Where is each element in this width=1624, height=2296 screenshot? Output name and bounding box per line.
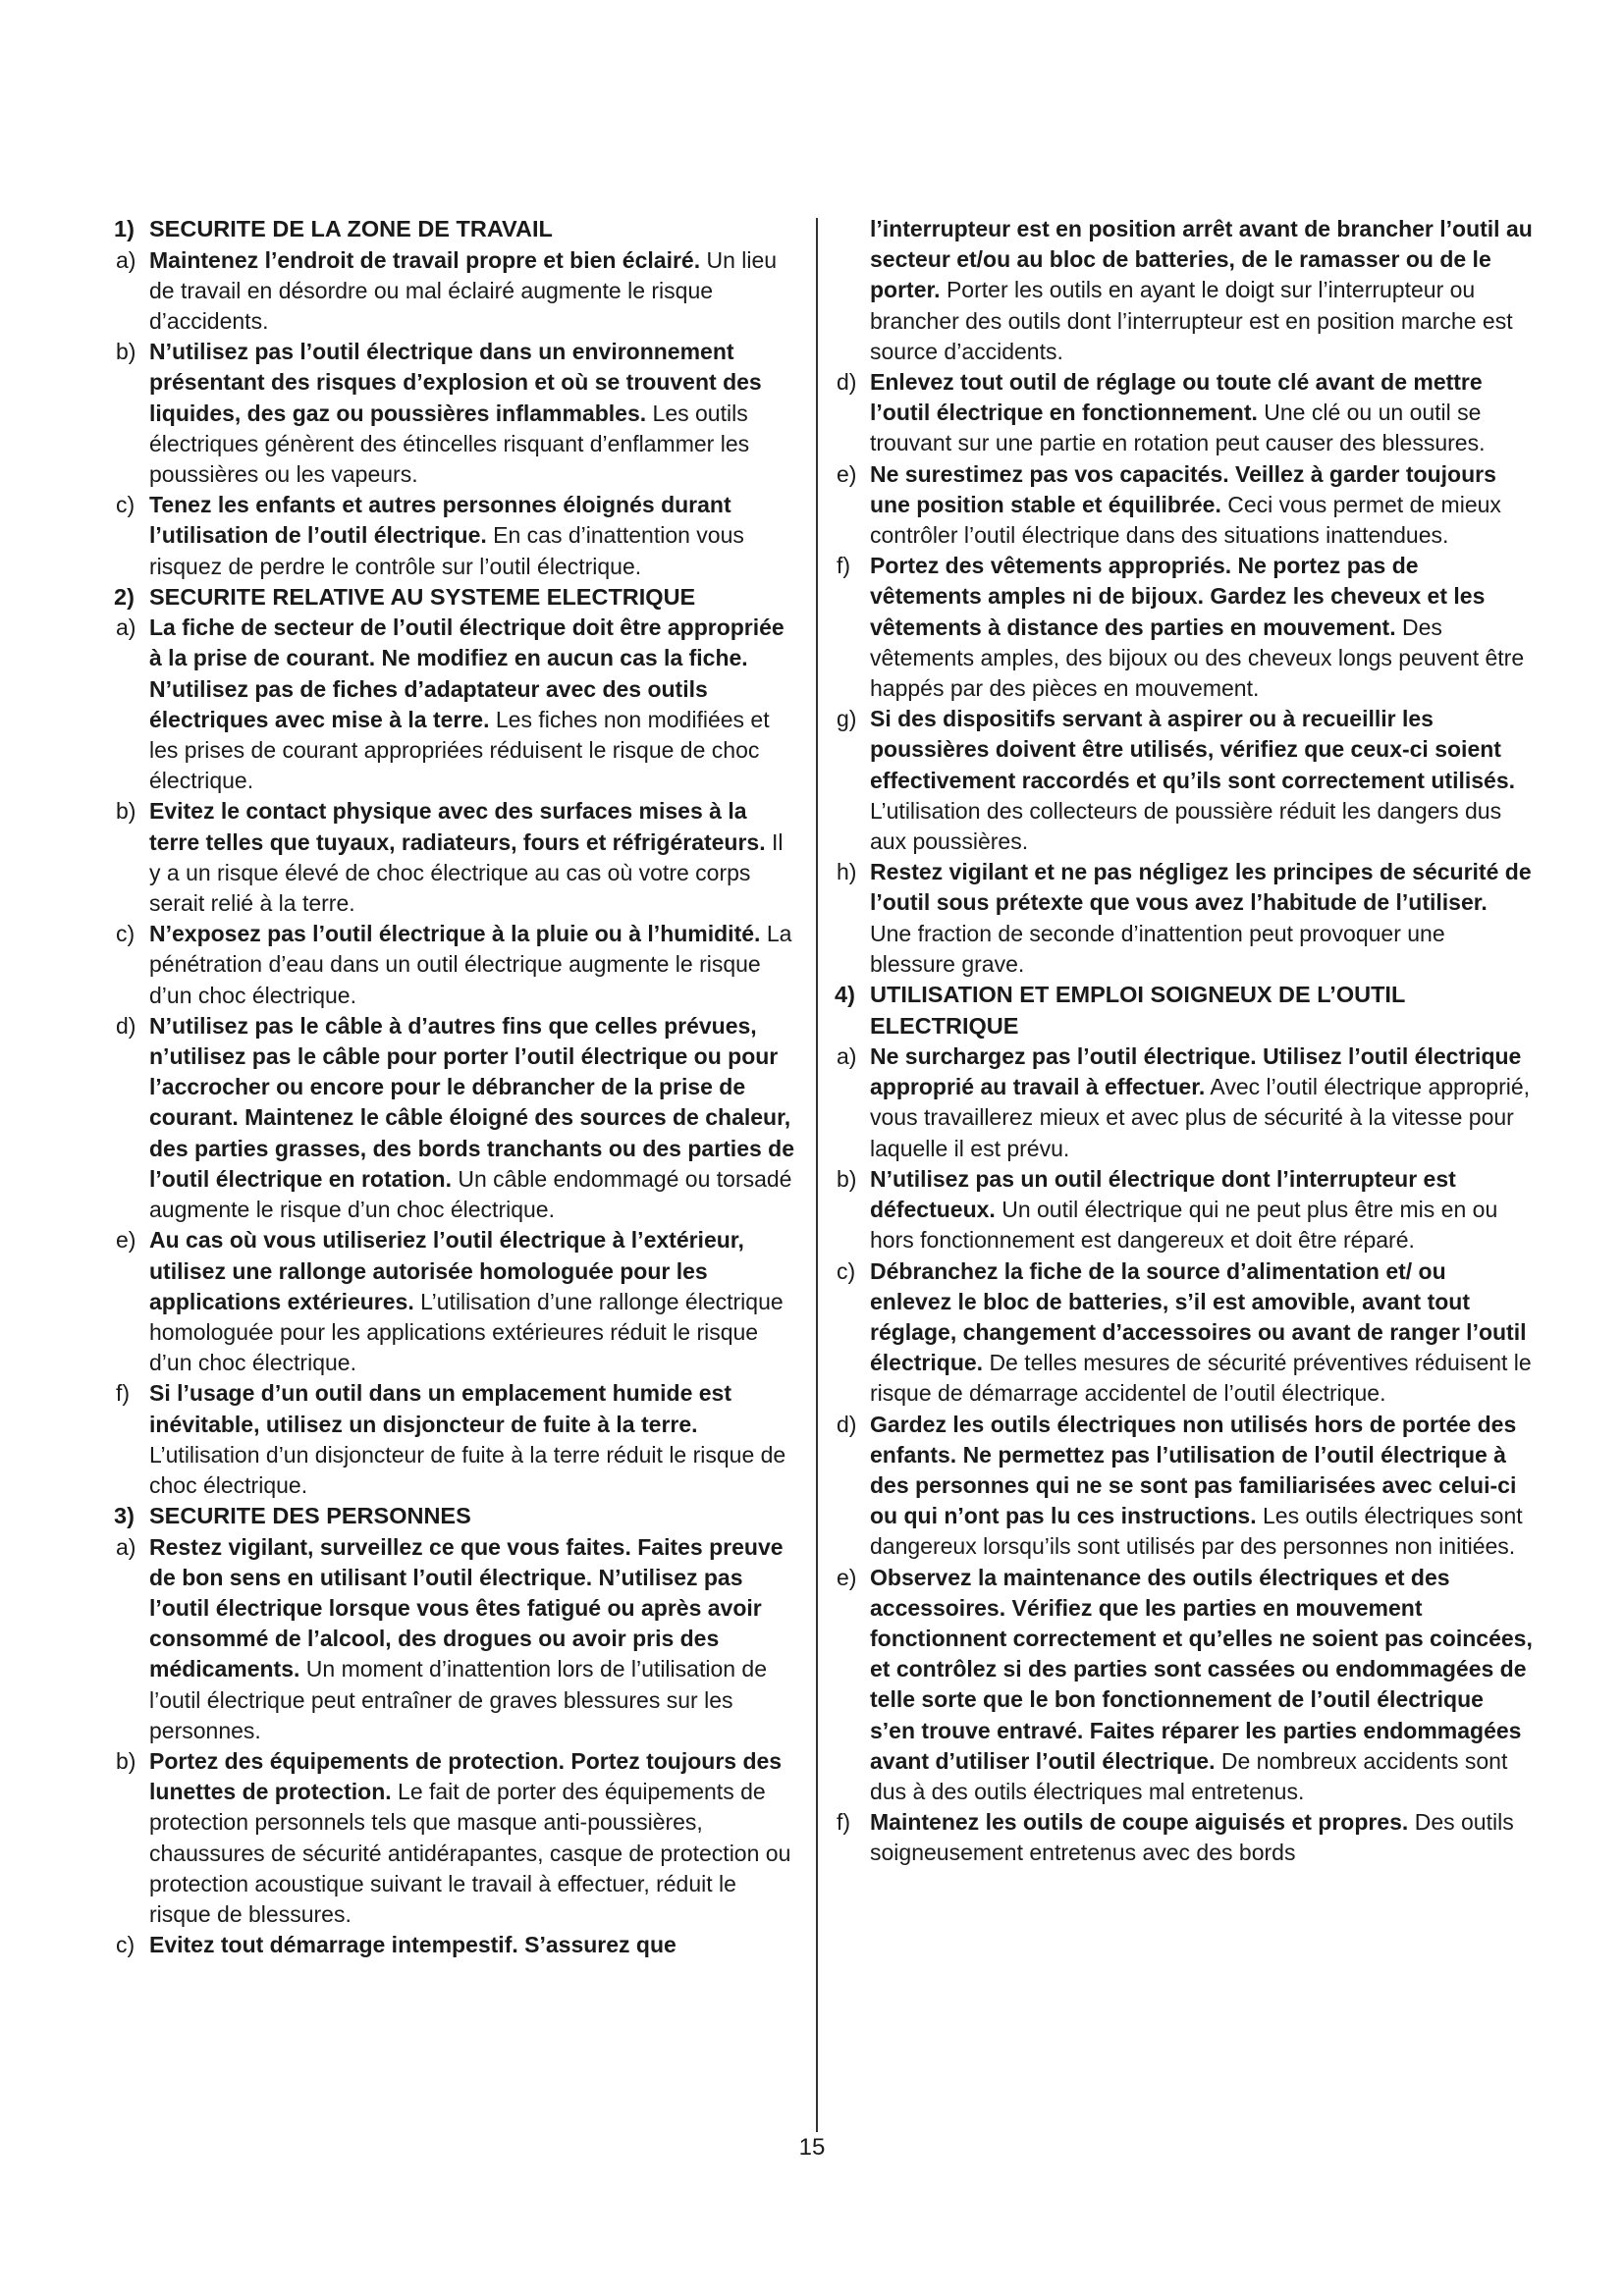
list-item: a) Ne surchargez pas l’outil électrique. Utilisez l’outil électrique approprié au travail à effectuer. Avec l’outil électrique approprié, vous travaillerez mieux et avec plus de sécurité à la vitesse pour laquelle il est prévu.: [837, 1043, 1531, 1161]
section-heading: 4) UTILISATION ET EMPLOI SOIGNEUX DE L’OUTIL ELECTRIQUE: [835, 982, 1405, 1039]
list-item: a) Restez vigilant, surveillez ce que vous faites. Faites preuve de bon sens en utilisant l’outil électrique. N’utilisez pas l’outil électrique lorsque vous êtes fatigué ou après avoir consommé de l’alcool, des drogues ou avoir pris des médicaments. Un moment d’inattention lors de l’utilisation de l’outil électrique peut entraîner de graves blessures sur les personnes.: [116, 1533, 784, 1743]
section-heading: 2) SECURITE RELATIVE AU SYSTEME ELECTRIQUE: [114, 583, 696, 610]
list-item: c) N’exposez pas l’outil électrique à la pluie ou à l’humidité. La pénétration d’eau dans un outil électrique augmente le risque d’un choc électrique.: [116, 921, 792, 1008]
list-item: e) Au cas où vous utiliseriez l’outil électrique à l’extérieur, utilisez une rallonge autorisée homologuée pour les applications extérieures. L’utilisation d’une rallonge électrique homologuée pour les applications extérieures réduit le risque d’un choc électrique.: [116, 1227, 784, 1376]
continued-paragraph: l’interrupteur est en position arrêt avant de brancher l’outil au secteur et/ou au bloc de batteries, de le ramasser ou de le porter. Porter les outils en ayant le doigt sur l’interrupteur ou brancher des outils dont l’interrupteur est en position marche est source d’accidents.: [870, 216, 1533, 364]
section-heading: 1) SECURITE DE LA ZONE DE TRAVAIL: [114, 216, 553, 241]
list-item: b) Portez des équipements de protection. Portez toujours des lunettes de protection. Le fait de porter des équipements de protection personnels tels que masque anti-poussières, chaussures de sécurité antidérapantes, casque de protection ou protection acoustique suivant le travail à effectuer, réduit le risque de blessures.: [116, 1748, 791, 1928]
list-item: c) Tenez les enfants et autres personnes éloignés durant l’utilisation de l’outil électrique. En cas d’inattention vous risquez de perdre le contrôle sur l’outil électrique.: [116, 492, 744, 579]
list-item: f) Portez des vêtements appropriés. Ne portez pas de vêtements amples ni de bijoux. Gardez les cheveux et les vêtements à distance des parties en mouvement. Des vêtements amples, des bijoux ou des cheveux longs peuvent être happés par des pièces en mouvement.: [837, 553, 1525, 702]
list-item: f) Maintenez les outils de coupe aiguisés et propres. Des outils soigneusement entretenus avec des bords: [837, 1809, 1514, 1866]
page-number: 15: [798, 2134, 826, 2161]
section-heading: 3) SECURITE DES PERSONNES: [114, 1503, 471, 1529]
right-column: [835, 214, 1534, 1869]
list-item: b) N’utilisez pas l’outil électrique dans un environnement présentant des risques d’explosion et où se trouvent des liquides, des gaz ou poussières inflammables. Les outils électriques génèrent des étincelles risquant d’enflammer les poussières ou les vapeurs.: [116, 339, 762, 487]
list-item: e) Observez la maintenance des outils électriques et des accessoires. Vérifiez que les parties en mouvement fonctionnent correctement et qu’elles ne soient pas coincées, et contrôlez si des parties sont cassées ou endommagées de telle sorte que le bon fonctionnement de l’outil électrique s’en trouve entravé. Faites réparer les parties endommagées avant d’utiliser l’outil électrique. De nombreux accidents sont dus à des outils électriques mal entretenus.: [837, 1564, 1533, 1804]
list-item: d) N’utilisez pas le câble à d’autres fins que celles prévues, n’utilisez pas le câble pour porter l’outil électrique ou pour l’accrocher ou encore pour le débrancher de la prise de courant. Maintenez le câble éloigné des sources de chaleur, des parties grasses, des bords tranchants ou des parties de l’outil électrique en rotation. Un câble endommagé ou torsadé augmente le risque d’un choc électrique.: [116, 1012, 795, 1223]
list-item: h) Restez vigilant et ne pas négligez les principes de sécurité de l’outil sous prétexte que vous avez l’habitude de l’utiliser. Une fraction de seconde d’inattention peut provoquer une blessure grave.: [837, 859, 1532, 977]
list-item: c) Evitez tout démarrage intempestif. S’assurez que: [116, 1932, 677, 1958]
list-item: d) Enlevez tout outil de réglage ou toute clé avant de mettre l’outil électrique en fonctionnement. Une clé ou un outil se trouvant sur une partie en rotation peut causer des blessures.: [837, 369, 1486, 456]
list-item: e) Ne surestimez pas vos capacités. Veillez à garder toujours une position stable et équilibrée. Ceci vous permet de mieux contrôler l’outil électrique dans des situations inattendues.: [837, 460, 1501, 549]
left-column: [114, 214, 795, 1960]
list-item: f) Si l’usage d’un outil dans un emplacement humide est inévitable, utilisez un disjoncteur de fuite à la terre. L’utilisation d’un disjoncteur de fuite à la terre réduit le risque de choc électrique.: [116, 1380, 786, 1498]
list-item: a) La fiche de secteur de l’outil électrique doit être appropriée à la prise de courant. Ne modifiez en aucun cas la fiche. N’utilisez pas de fiches d’adaptateur avec des outils électriques avec mise à la terre. Les fiches non modifiées et les prises de courant appropriées réduisent le risque de choc électrique.: [116, 614, 785, 794]
list-item: a) Maintenez l’endroit de travail propre et bien éclairé. Un lieu de travail en désordre ou mal éclairé augmente le risque d’accidents.: [116, 246, 778, 334]
column-divider: [816, 218, 818, 2132]
list-item: b) N’utilisez pas un outil électrique dont l’interrupteur est défectueux. Un outil électrique qui ne peut plus être mis en ou hors fonctionnement est dangereux et doit être réparé.: [837, 1165, 1498, 1254]
list-item: c) Débranchez la fiche de la source d’alimentation et/ ou enlevez le bloc de batteries, s’il est amovible, avant tout réglage, changement d’accessoires ou avant de ranger l’outil électrique. De telles mesures de sécurité préventives réduisent le risque de démarrage accidentel de l’outil électrique.: [837, 1257, 1532, 1407]
list-item: d) Gardez les outils électriques non utilisés hors de portée des enfants. Ne permettez pas l’utilisation de l’outil électrique à des personnes qui ne se sont pas familiarisées avec celui-ci ou qui n’ont pas lu ces instructions. Les outils électriques sont dangereux lorsqu’ils sont utilisés par des personnes non initiées.: [837, 1411, 1523, 1560]
list-item: g) Si des dispositifs servant à aspirer ou à recueillir les poussières doivent être utilisés, vérifiez que ceux-ci soient effectivement raccordés et qu’ils sont correctement utilisés. L’utilisation des collecteurs de poussière réduit les dangers dus aux poussières.: [837, 706, 1516, 855]
list-item: b) Evitez le contact physique avec des surfaces mises à la terre telles que tuyaux, radiateurs, fours et réfrigérateurs. Il y a un risque élevé de choc électrique au cas où votre corps serait relié à la terre.: [116, 798, 784, 917]
